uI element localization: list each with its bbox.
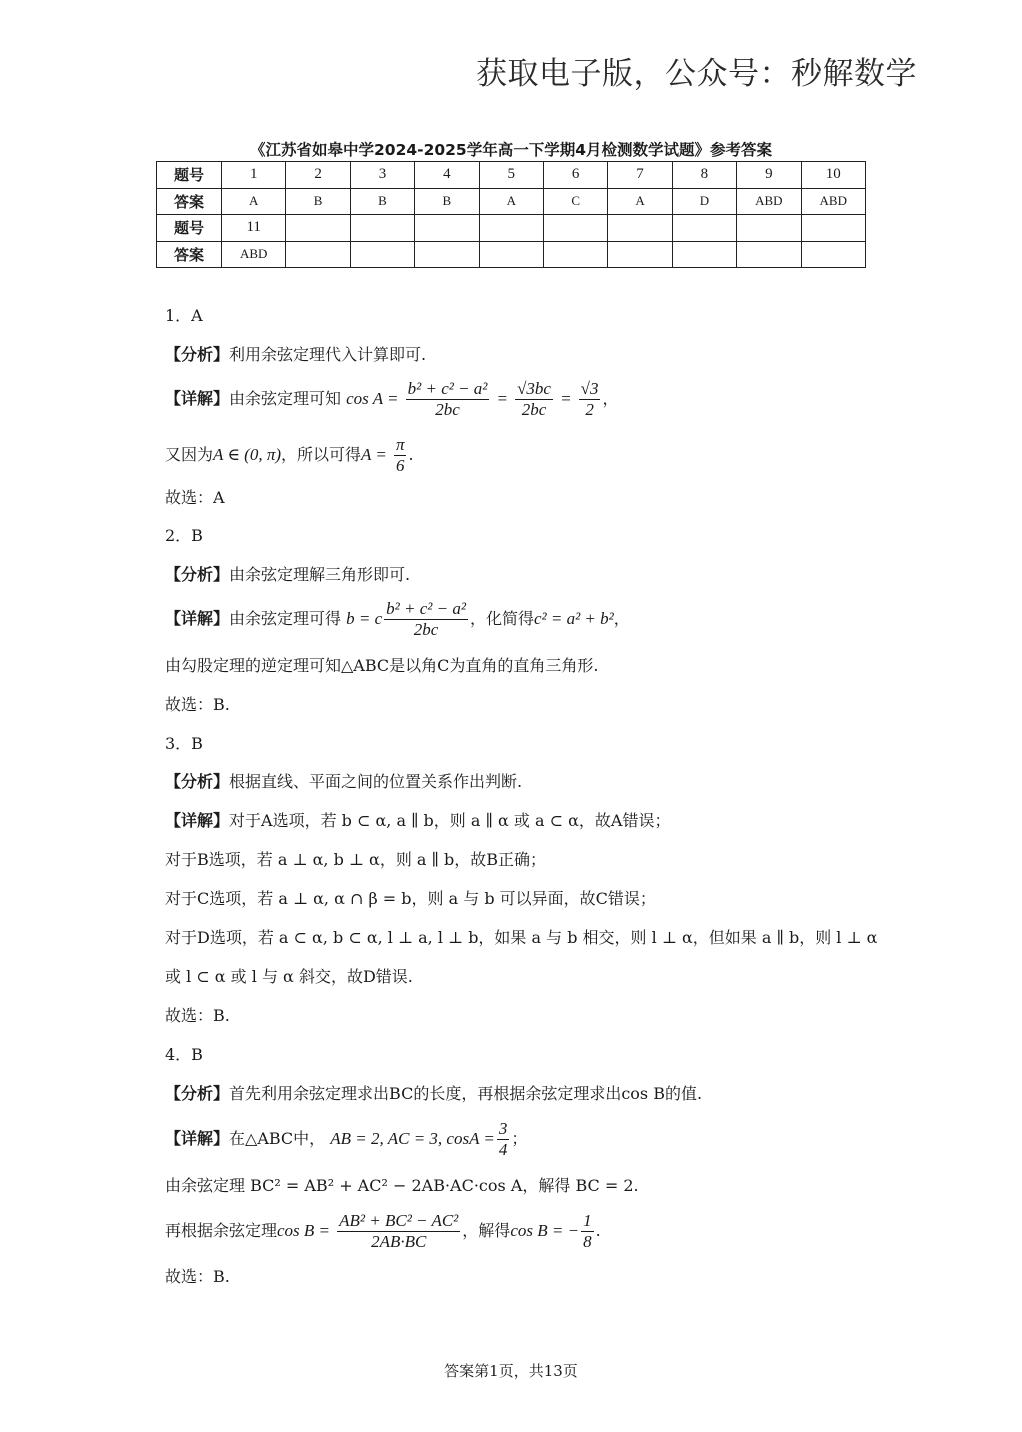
q1-detail: 【详解】由余弦定理可知 cos A = $\frac{\text{b² + c² − a²}}{2bc}$ = $\frac{√3bc}{2bc}$ = $\frac{√3}{2}$ ， xyxy=(165,379,619,419)
detail-tag: 【详解】 xyxy=(165,1129,230,1148)
q2-analysis: 【分析】由余弦定理解三角形即可. xyxy=(165,565,411,584)
answer-label-cell: 答案 xyxy=(157,241,222,268)
answer-cell: D xyxy=(672,188,736,215)
answer-table xyxy=(156,161,866,268)
detail-tag: 【详解】 xyxy=(165,389,230,408)
q3-heading: 3．B xyxy=(165,734,203,753)
answer-cell: A xyxy=(608,188,672,215)
answer-cell: B xyxy=(286,188,350,215)
num-cell: 1 xyxy=(222,162,286,189)
q3-analysis: 【分析】根据直线、平面之间的位置关系作出判断. xyxy=(165,772,523,791)
page-footer: 答案第1页，共13页 xyxy=(444,1362,578,1380)
q2-heading: 2．B xyxy=(165,526,203,545)
q4-line2: 由余弦定理 BC² = AB² + AC² − 2AB·AC·cos A，解得 BC = 2. xyxy=(165,1176,639,1195)
q4-fraction-3-4: $\frac{3}{4}$ xyxy=(498,1119,508,1159)
q4-heading: 4．B xyxy=(165,1045,203,1064)
num-cell: 7 xyxy=(608,162,672,189)
header-label-cell: 题号 xyxy=(157,215,222,242)
analysis-tag: 【分析】 xyxy=(165,772,230,791)
table-row-numbers-1 xyxy=(157,162,866,189)
q1-fraction-3: $\frac{√3}{2}$ xyxy=(580,379,599,419)
q3-line2: 对于B选项，若 a ⊥ α, b ⊥ α，则 a ∥ b，故B正确； xyxy=(165,850,547,869)
answer-cell: A xyxy=(479,188,543,215)
q2-choose: 故选：B. xyxy=(165,695,230,714)
q3-line5: 或 l ⊂ α 或 l 与 α 斜交，故D错误. xyxy=(165,967,413,986)
q3-detail: 【详解】对于A选项，若 b ⊂ α, a ∥ b，则 a ∥ α 或 a ⊂ α，故A错误； xyxy=(165,811,671,830)
q3-line3: 对于C选项，若 a ⊥ α, α ∩ β = b，则 a 与 b 可以异面，故C错误； xyxy=(165,889,656,908)
num-cell: 2 xyxy=(286,162,350,189)
analysis-tag: 【分析】 xyxy=(165,345,230,364)
q1-cos-a: cos A = xyxy=(346,389,399,408)
q4-choose: 故选：B. xyxy=(165,1267,230,1286)
num-cell: 10 xyxy=(801,162,865,189)
num-cell: 4 xyxy=(415,162,479,189)
q3-line4: 对于D选项，若 a ⊂ α, b ⊂ α, l ⊥ a, l ⊥ b，如果 a 与 b 相交，则 l ⊥ α，但如果 a ∥ b，则 l ⊥ α xyxy=(165,928,878,947)
answer-cell: B xyxy=(350,188,414,215)
analysis-tag: 【分析】 xyxy=(165,1084,230,1103)
q2-fraction: $\frac{\text{b² + c² − a²}}{2bc}$ xyxy=(386,599,466,639)
answer-cell: C xyxy=(543,188,607,215)
table-row-answers-1 xyxy=(157,188,866,215)
num-cell: 5 xyxy=(479,162,543,189)
q4-detail: 【详解】在△ABC中， AB = 2, AC = 3, cosA = $\frac{3}{4}$ ； xyxy=(165,1119,528,1159)
q4-fraction-cosb: $\frac{\text{AB² + BC² − AC²}}{2AB\cdot BC}$ xyxy=(339,1211,459,1251)
document-title: 《江苏省如皋中学2024-2025学年高一下学期4月检测数学试题》参考答案 xyxy=(250,141,772,159)
watermark-text: 获取电子版，公众号：秒解数学 xyxy=(476,56,917,92)
q4-fraction-1-8: $\frac{1}{8}$ xyxy=(583,1211,592,1251)
q3-choose: 故选：B. xyxy=(165,1006,230,1025)
answer-cell: A xyxy=(222,188,286,215)
num-cell: 3 xyxy=(350,162,414,189)
analysis-tag: 【分析】 xyxy=(165,565,230,584)
num-cell: 8 xyxy=(672,162,736,189)
q4-line3: 再根据余弦定理cos B = $\frac{\text{AB² + BC² − AC²}}{2AB\cdot BC}$ ，解得cos B = − $\frac{1}{8}$ . xyxy=(165,1211,601,1251)
answer-cell: ABD xyxy=(801,188,865,215)
header-label-cell: 题号 xyxy=(157,162,222,189)
q1-fraction-2: $\frac{√3bc}{2bc}$ xyxy=(517,379,551,419)
q1-choose: 故选：A xyxy=(165,488,225,507)
q1-fraction-pi: $\frac{\pi}{6}$ xyxy=(395,435,405,475)
detail-tag: 【详解】 xyxy=(165,609,230,628)
q2-detail: 【详解】由余弦定理可得 b = c $\frac{\text{b² + c² − a²}}{2bc}$ ，化简得c² = a² + b²， xyxy=(165,599,630,639)
q1-fraction-1: $\frac{\text{b² + c² − a²}}{2bc}$ xyxy=(407,379,488,419)
q1-heading: 1．A xyxy=(165,306,203,325)
table-row-answers-2 xyxy=(157,241,866,268)
answer-label-cell: 答案 xyxy=(157,188,222,215)
q1-line2: 又因为A ∈ (0, π)，所以可得A = $\frac{\pi}{6}$ . xyxy=(165,435,414,475)
q1-analysis-text: 利用余弦定理代入计算即可. xyxy=(229,345,427,364)
q4-analysis: 【分析】首先利用余弦定理求出BC的长度，再根据余弦定理求出cos B的值. xyxy=(165,1084,703,1103)
num-cell: 6 xyxy=(543,162,607,189)
detail-tag: 【详解】 xyxy=(165,811,230,830)
table-row-numbers-2 xyxy=(157,215,866,242)
num-cell: 9 xyxy=(737,162,801,189)
answer-cell: ABD xyxy=(737,188,801,215)
num-cell: 11 xyxy=(222,215,286,242)
answer-cell: B xyxy=(415,188,479,215)
q2-line2: 由勾股定理的逆定理可知△ABC是以角C为直角的直角三角形. xyxy=(165,656,599,675)
answer-cell: ABD xyxy=(222,241,286,268)
q1-analysis xyxy=(165,345,426,365)
